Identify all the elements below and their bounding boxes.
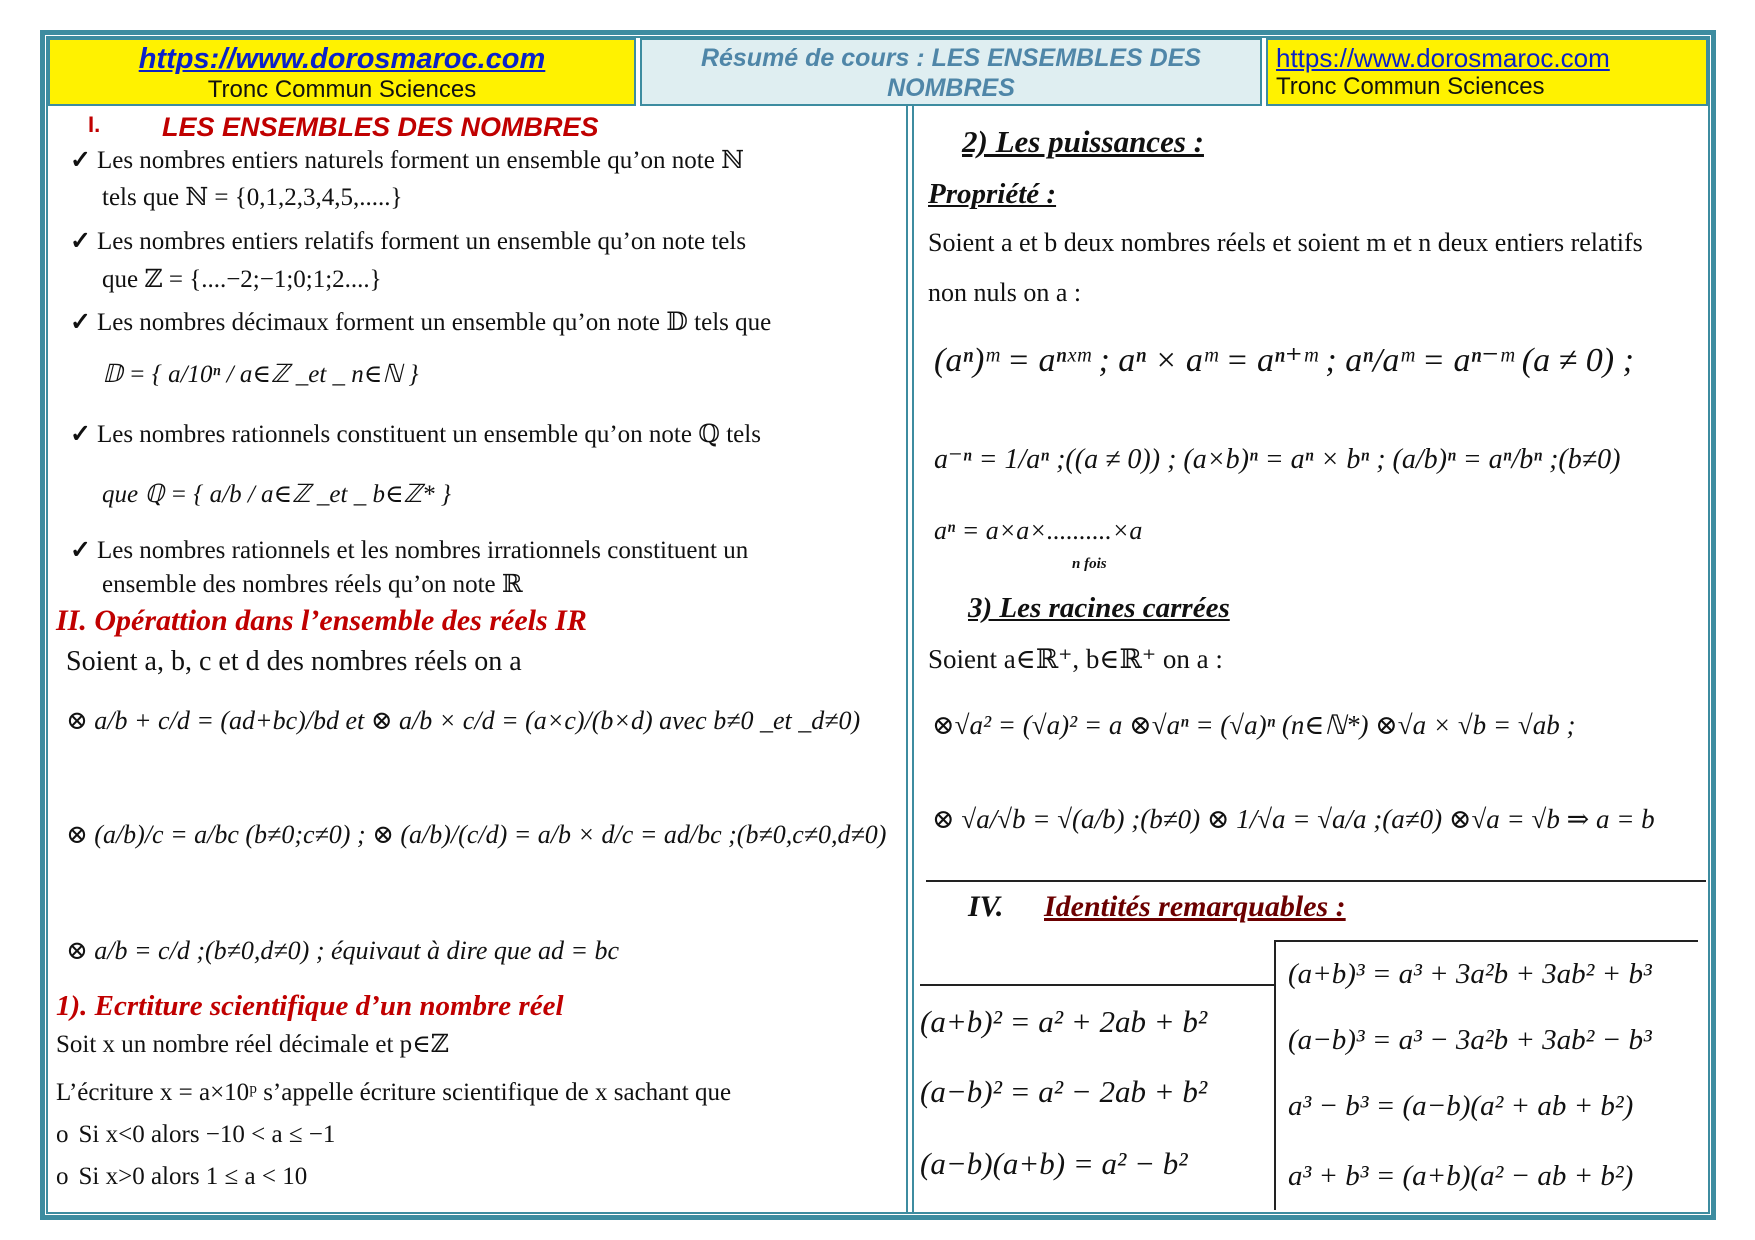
bullet-naturels: [70, 146, 744, 176]
operation-equality: ⊗ a/b = c/d ;(b≠0,d≠0) ; équivaut à dire que ad = bc: [66, 936, 620, 965]
scientific-case-positive: [56, 1162, 307, 1192]
identity-cube-difference-factor: a³ − b³ = (a−b)(a² + ab + b²): [1288, 1090, 1634, 1122]
bullet-decimaux-line2: 𝔻 = { a/10ⁿ / a∈ℤ _et _ n∈ℕ }: [102, 361, 419, 388]
check-icon: ✓: [70, 147, 91, 174]
header-right: [1266, 38, 1708, 106]
property-line2: non nuls on a :: [928, 278, 1082, 307]
check-icon: ✓: [70, 421, 91, 448]
scientific-case-positive-text: Si x>0 alors 1 ≤ a < 10: [78, 1163, 308, 1190]
bullet-rationnels-line1: Les nombres rationnels constituent un ensemble qu’on note ℚ tels: [96, 421, 761, 448]
bullet-rationnels-line2: que ℚ = { a/b / a∈ℤ _et _ b∈ℤ* }: [102, 481, 451, 508]
bullet-relatifs-line1: Les nombres entiers relatifs forment un ensemble qu’on note tels: [96, 228, 747, 255]
operation-sum-product: ⊗ a/b + c/d = (ad+bc)/bd et ⊗ a/b × c/d = (a×c)/(b×d) avec b≠0 _et _d≠0): [66, 706, 861, 735]
scientific-line1: Soit x un nombre réel décimale et p∈ℤ: [56, 1031, 449, 1058]
header-title-line1: Résumé de cours : LES ENSEMBLES DES: [700, 44, 1202, 72]
bullet-decimaux-line1: Les nombres décimaux forment un ensemble qu’on note 𝔻 tels que: [96, 309, 772, 336]
section-2-title: II. Opérattion dans l’ensemble des réels IR: [56, 604, 587, 637]
header-right-subtitle: Tronc Commun Sciences: [1276, 73, 1545, 100]
header-left-url[interactable]: https://www.dorosmaroc.com: [138, 43, 546, 75]
identities-table-top-left: [920, 984, 1274, 986]
identity-cube-sum: (a+b)³ = a³ + 3a²b + 3ab² + b³: [1288, 958, 1652, 990]
property-title: Propriété :: [928, 178, 1057, 210]
identity-product: (a−b)(a+b) = a² − b²: [920, 1146, 1188, 1181]
power-rules-3: aⁿ = a×a×..........×a: [934, 516, 1143, 545]
identity-square-sum: (a+b)² = a² + 2ab + b²: [920, 1004, 1208, 1039]
column-separator-2: [912, 106, 914, 1214]
bullet-relatifs: [70, 227, 746, 257]
identity-square-diff: (a−b)² = a² − 2ab + b²: [920, 1074, 1208, 1109]
roots-title: 3) Les racines carrées: [968, 592, 1230, 624]
powers-title: 2) Les puissances :: [962, 124, 1204, 159]
section-4-title: Identités remarquables :: [1044, 890, 1346, 923]
header-right-url[interactable]: https://www.dorosmaroc.com: [1276, 43, 1610, 73]
roots-rules-2: ⊗ √a/√b = √(a/b) ;(b≠0) ⊗ 1/√a = √a/a ;(a≠0) ⊗√a = √b ⇒ a = b: [932, 804, 1655, 834]
circle-bullet-icon: o: [56, 1121, 69, 1148]
header-left: [48, 38, 636, 106]
identity-cube-sum-factor: a³ + b³ = (a+b)(a² − ab + b²): [1288, 1160, 1634, 1192]
header-title-line2: NOMBRES: [887, 74, 1015, 102]
circle-bullet-icon: o: [56, 1163, 69, 1190]
section-4-number: IV.: [968, 890, 1004, 923]
check-icon: ✓: [70, 537, 91, 564]
property-line1: Soient a et b deux nombres réels et soient m et n deux entiers relatifs: [928, 228, 1643, 257]
power-rules-3-under: n fois: [1072, 556, 1107, 572]
subsection-1-title: 1). Ecrtiture scientifique d’un nombre réel: [56, 990, 564, 1022]
scientific-line2: L’écriture x = a×10ᵖ s’appelle écriture scientifique de x sachant que: [56, 1079, 732, 1106]
scientific-case-negative: [56, 1120, 335, 1150]
bullet-naturels-line2: tels que ℕ = {0,1,2,3,4,5,.....}: [102, 184, 403, 211]
check-icon: ✓: [70, 309, 91, 336]
bullet-reels-line2: ensemble des nombres réels qu’on note ℝ: [102, 571, 523, 598]
bullet-reels-line1: Les nombres rationnels et les nombres irrationnels constituent un: [96, 537, 749, 564]
section-2-intro: Soient a, b, c et d des nombres réels on a: [66, 646, 522, 677]
header-left-subtitle: Tronc Commun Sciences: [207, 76, 477, 103]
power-rules-2: a⁻ⁿ = 1/aⁿ ;((a ≠ 0)) ; (a×b)ⁿ = aⁿ × bⁿ ; (a/b)ⁿ = aⁿ/bⁿ ;(b≠0): [934, 444, 1621, 475]
bullet-relatifs-line2: que ℤ = {....−2;−1;0;1;2....}: [102, 266, 382, 293]
identities-table-divider: [1274, 940, 1276, 1210]
bullet-reels: [70, 536, 748, 566]
scientific-case-negative-text: Si x<0 alors −10 < a ≤ −1: [78, 1121, 336, 1148]
identity-cube-diff: (a−b)³ = a³ − 3a²b + 3ab² − b³: [1288, 1024, 1652, 1056]
roots-intro: Soient a∈ℝ⁺, b∈ℝ⁺ on a :: [928, 644, 1223, 674]
header-title: [640, 38, 1262, 106]
bullet-decimaux: [70, 308, 771, 338]
roots-rules-1: ⊗√a² = (√a)² = a ⊗√aⁿ = (√a)ⁿ (n∈ℕ*) ⊗√a × √b = √ab ;: [932, 710, 1576, 740]
check-icon: ✓: [70, 228, 91, 255]
power-rules-1: (aⁿ)ᵐ = aⁿˣᵐ ; aⁿ × aᵐ = aⁿ⁺ᵐ ; aⁿ/aᵐ = aⁿ⁻ᵐ (a ≠ 0) ;: [934, 342, 1634, 379]
column-separator: [906, 106, 908, 1214]
identities-table-top-right: [1274, 940, 1698, 942]
section-1-title: LES ENSEMBLES DES NOMBRES: [162, 112, 599, 142]
roots-divider: [926, 880, 1706, 882]
bullet-naturels-line1: Les nombres entiers naturels forment un ensemble qu’on note ℕ: [96, 147, 744, 174]
section-1-number: I.: [88, 112, 101, 137]
operation-division: ⊗ (a/b)/c = a/bc (b≠0;c≠0) ; ⊗ (a/b)/(c/d) = a/b × d/c = ad/bc ;(b≠0,c≠0,d≠0): [66, 820, 887, 849]
bullet-rationnels: [70, 420, 761, 450]
